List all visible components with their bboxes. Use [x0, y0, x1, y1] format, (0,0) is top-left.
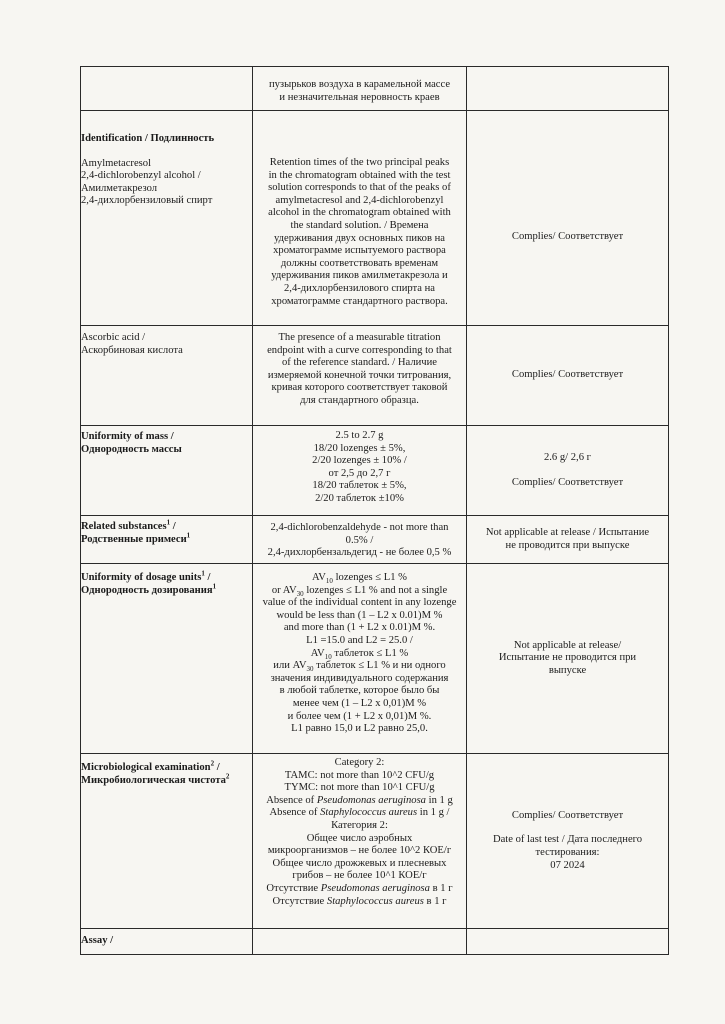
- assay-name-cell: [81, 929, 253, 955]
- requirement-line: Category 2:: [334, 757, 385, 768]
- test-name-line: 2,4-dichlorobenzyl alcohol /: [81, 170, 201, 182]
- requirement-line: грибов – не более 10^1 КОЕ/г: [292, 870, 427, 882]
- result-line: Complies/ Соответствует: [511, 476, 624, 488]
- micro-requirement-cell: [253, 754, 467, 929]
- requirement-line: пузырьков воздуха в карамельной массе: [268, 79, 451, 90]
- micro-name-cell: [81, 754, 253, 929]
- test-name-line: 2,4-дихлорбензиловый спирт: [81, 195, 213, 207]
- test-name-line: Однородность массы: [81, 443, 182, 455]
- requirement-line: Общее число аэробных: [306, 832, 413, 844]
- mass-result-cell: [467, 426, 669, 516]
- requirement-line: would be less than (1 – L2 x 0.01)M %: [276, 609, 443, 621]
- test-name-line: Микробиологическая чистота$^2$: [81, 772, 230, 786]
- requirement-line: измеряемой конечной точки титрования,: [267, 369, 452, 381]
- requirement-line: хроматограмме стандартного раствора.: [271, 295, 448, 307]
- requirement-line: $AV_{10}$ lozenges ≤ L1 %: [311, 572, 407, 586]
- test-name-line: Uniformity of mass /: [81, 431, 174, 442]
- test-date-label: Date of last test / Дата последнего: [492, 834, 643, 846]
- requirement-line: amylmetacresol and 2,4-dichlorobenzyl: [275, 194, 444, 206]
- table-row: [81, 929, 669, 955]
- requirement-line: и более чем (1 + L2 x 0,01)M %.: [287, 710, 432, 722]
- requirement-line: удерживания двух основных пиков на: [274, 232, 445, 244]
- test-name-line: Assay /: [81, 935, 114, 946]
- result-line: не проводится при выпуске: [505, 539, 630, 551]
- test-name-line: Аскорбиновая кислота: [81, 344, 183, 356]
- test-name-line: Родственные примеси$^1$: [81, 531, 191, 545]
- result-line: Not applicable at release / Испытание: [485, 526, 650, 538]
- requirement-line: of the reference standard. / Наличие: [282, 357, 437, 369]
- result-line: Complies/ Соответствует: [511, 369, 624, 381]
- requirement-line: от 2,5 до 2,7 г: [328, 467, 391, 479]
- test-date-label: тестирования:: [535, 847, 600, 858]
- requirement-line: Общее число дрожжевых и плесневых: [272, 857, 447, 869]
- section-heading: Identification / Подлинность: [81, 133, 215, 144]
- requirement-line: and more than (1 + L2 x 0.01)M %.: [283, 622, 436, 634]
- requirement-line: микроорганизмов – не более 10^2 КОЕ/г: [267, 845, 452, 857]
- requirement-line: должны соответствовать временам: [280, 257, 439, 269]
- table-row: [81, 564, 669, 754]
- requirement-line: TYMC: not more than 10^1 CFU/g: [284, 782, 435, 794]
- requirement-line: the standard solution. / Времена: [290, 219, 429, 231]
- requirement-line: 2,4-dichlorobenzaldehyde - not more than: [270, 522, 449, 533]
- result-line: Not applicable at release/: [513, 639, 622, 651]
- requirement-line: удерживания пиков амилметакрезола и: [271, 270, 448, 282]
- ascorbic-requirement-cell: [253, 326, 467, 426]
- requirement-line: хроматограмме испытуемого раствора: [273, 245, 446, 257]
- identification-result-cell: [467, 111, 669, 326]
- result-line: Испытание не проводится при: [498, 652, 637, 664]
- test-name-line: Амилметакрезол: [81, 182, 158, 194]
- specification-table: [80, 66, 669, 955]
- requirement-line: Absence of Staphylococcus aureus in 1 g /: [269, 807, 450, 819]
- test-name-line: Ascorbic acid /: [81, 332, 146, 343]
- dosage-requirement-cell: [253, 564, 467, 754]
- row0-result-cell: [467, 67, 669, 111]
- test-name-line: Однородность дозирования$^1$: [81, 582, 217, 596]
- requirement-line: 2/20 lozenges ± 10% /: [312, 455, 407, 467]
- requirement-line: alcohol in the chromatogram obtained with: [268, 207, 451, 219]
- requirement-line: 2/20 таблеток ±10%: [315, 492, 404, 504]
- table-row: [81, 111, 669, 326]
- row0-name-cell: [81, 67, 253, 111]
- requirement-line: Отсутствие Staphylococcus aureus в 1 г: [272, 895, 447, 907]
- requirement-line: 2.5 to 2.7 g: [335, 430, 384, 441]
- table-row: [81, 67, 669, 111]
- requirement-line: для стандартного образца.: [300, 394, 419, 406]
- requirement-line: в любой таблетке, которое было бы: [279, 685, 440, 697]
- mass-requirement-cell: [253, 426, 467, 516]
- requirement-line: или $AV_{30}$ таблеток ≤ L1 % и ни одного: [273, 660, 446, 674]
- requirement-line: 18/20 lozenges ± 5%,: [313, 442, 406, 454]
- related-requirement-cell: [253, 516, 467, 564]
- requirement-line: Категория 2:: [331, 819, 388, 831]
- requirement-line: 2,4-дихлорбензилового спирта на: [284, 282, 435, 294]
- result-line: выпуске: [548, 664, 587, 676]
- requirement-line: и незначительная неровность краев: [279, 91, 440, 103]
- dosage-result-cell: [467, 564, 669, 754]
- requirement-line: 18/20 таблеток ± 5%,: [312, 480, 407, 492]
- table-row: [81, 326, 669, 426]
- table-row: [81, 426, 669, 516]
- requirement-line: The presence of a measurable titration: [278, 332, 441, 343]
- requirement-line: Retention times of the two principal peaks: [269, 157, 450, 168]
- identification-name-cell: [81, 111, 253, 326]
- result-line: Complies/ Соответствует: [511, 230, 624, 242]
- requirement-line: L1 равно 15,0 и L2 равно 25,0.: [291, 723, 428, 735]
- dosage-name-cell: [81, 564, 253, 754]
- requirement-line: endpoint with a curve corresponding to that: [267, 344, 452, 356]
- assay-requirement-cell: [253, 929, 467, 955]
- table-row: [81, 516, 669, 564]
- result-value: 2.6 g/ 2,6 г: [543, 451, 591, 463]
- requirement-line: 0.5% /: [345, 534, 374, 546]
- requirement-line: in the chromatogram obtained with the test: [268, 169, 451, 181]
- mass-name-cell: [81, 426, 253, 516]
- result-line: Complies/ Соответствует: [511, 809, 624, 821]
- related-result-cell: [467, 516, 669, 564]
- requirement-line: value of the individual content in any lozenge: [262, 597, 457, 609]
- requirement-line: solution corresponds to that of the peaks of: [268, 182, 451, 194]
- row0-requirement-cell: [253, 67, 467, 111]
- test-name-line: Amylmetacresol: [81, 157, 152, 169]
- requirement-line: $AV_{10}$ таблеток ≤ L1 %: [310, 647, 409, 661]
- test-name-line: Microbiological examination$^2$ /: [81, 759, 220, 773]
- test-date-value: 07 2024: [550, 859, 585, 871]
- requirement-line: менее чем (1 – L2 x 0,01)M %: [292, 697, 427, 709]
- requirement-line: Отсутствие Pseudomonas aeruginosa в 1 г: [266, 882, 453, 894]
- table-row: [81, 754, 669, 929]
- requirement-line: кривая которого соответствует таковой: [271, 382, 448, 394]
- ascorbic-name-cell: [81, 326, 253, 426]
- requirement-line: or $AV_{30}$ lozenges ≤ L1 % and not a single: [271, 584, 448, 598]
- requirement-line: L1 =15.0 and L2 = 25.0 /: [306, 634, 413, 646]
- ascorbic-result-cell: [467, 326, 669, 426]
- requirement-line: значения индивидуального содержания: [270, 672, 449, 684]
- requirement-line: 2,4-дихлорбензальдегид - не более 0,5 %: [267, 547, 452, 559]
- related-name-cell: [81, 516, 253, 564]
- micro-result-cell: [467, 754, 669, 929]
- requirement-line: Absence of Pseudomonas aeruginosa in 1 g: [266, 794, 453, 806]
- assay-result-cell: [467, 929, 669, 955]
- requirement-line: TAMC: not more than 10^2 CFU/g: [284, 769, 435, 781]
- test-name-line: Uniformity of dosage units$^1$ /: [81, 569, 211, 583]
- test-name-line: Related substances$^1$ /: [81, 518, 176, 532]
- identification-requirement-cell: [253, 111, 467, 326]
